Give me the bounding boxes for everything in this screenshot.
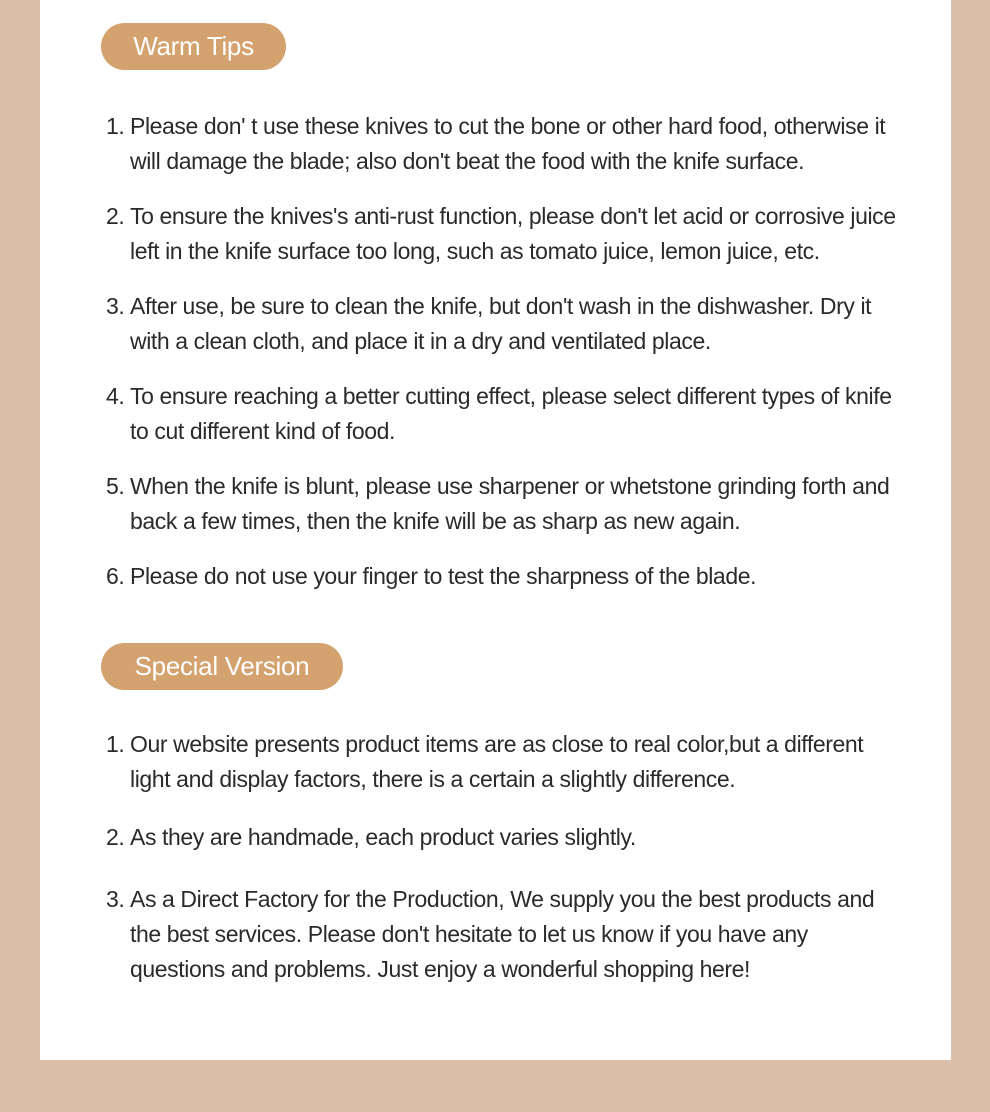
special-version-heading: Special Version	[101, 643, 343, 690]
list-item	[106, 882, 906, 987]
item-text: As a Direct Factory for the Production, We supply you the best products and the best services. Please don't hesitate to let us know if you have any questions and problems. Just enjoy a wonderful shopping here!	[130, 886, 875, 982]
item-number: 2.	[106, 824, 125, 850]
list-item	[106, 727, 906, 797]
item-number: 3.	[106, 293, 125, 319]
item-number: 3.	[106, 886, 125, 912]
item-number: 2.	[106, 203, 125, 229]
special-version-list	[106, 727, 906, 987]
item-number: 1.	[106, 113, 125, 139]
item-text: Our website presents product items are as close to real color,but a different light and display factors, there is a certain a slightly difference.	[130, 731, 864, 792]
item-text: After use, be sure to clean the knife, but don't wash in the dishwasher. Dry it with a clean cloth, and place it in a dry and ventilated place.	[130, 293, 872, 354]
item-text: To ensure the knives's anti-rust function, please don't let acid or corrosive juice left in the knife surface too long, such as tomato juice, lemon juice, etc.	[130, 203, 896, 264]
list-item	[106, 379, 906, 449]
item-number: 4.	[106, 383, 125, 409]
item-text: As they are handmade, each product varies slightly.	[130, 824, 636, 850]
warm-tips-heading: Warm Tips	[101, 23, 286, 70]
item-text: Please don' t use these knives to cut the bone or other hard food, otherwise it will damage the blade; also don't beat the food with the knife surface.	[130, 113, 886, 174]
list-item	[106, 289, 906, 359]
item-number: 1.	[106, 731, 125, 757]
list-item	[106, 559, 906, 594]
list-item	[106, 469, 906, 539]
list-item	[106, 820, 906, 855]
item-text: To ensure reaching a better cutting effect, please select different types of knife to cut different kind of food.	[130, 383, 892, 444]
item-number: 5.	[106, 473, 125, 499]
content-card	[40, 0, 951, 1060]
item-text: Please do not use your finger to test the sharpness of the blade.	[130, 563, 757, 589]
item-text: When the knife is blunt, please use sharpener or whetstone grinding forth and back a few times, then the knife will be as sharp as new again.	[130, 473, 890, 534]
warm-tips-list	[106, 109, 906, 614]
list-item	[106, 199, 906, 269]
item-number: 6.	[106, 563, 125, 589]
list-item	[106, 109, 906, 179]
